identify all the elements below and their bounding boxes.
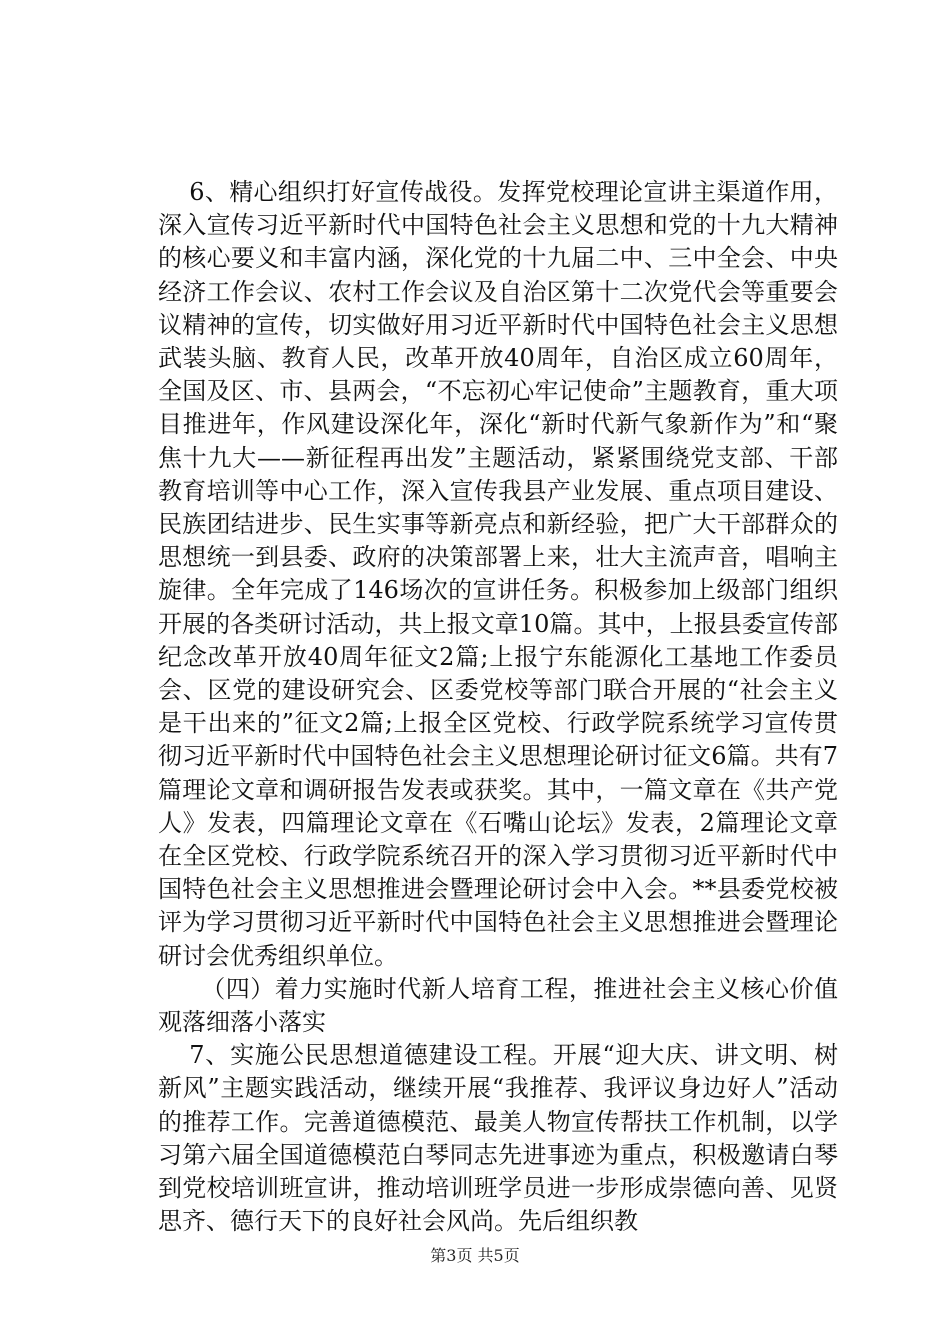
paragraph-moral-construction: 7、实施公民思想道德建设工程。开展“迎大庆、讲文明、树新风”主题实践活动，继续开展“我推荐、我评议身边好人”活动的推荐工作。完善道德模范、最美人物宣传帮扶工作机制，以学习第六届全国道德模范白琴同志先进事迹为重点，积极邀请白琴到党校培训班宣讲，推动培训班学员进一步形成崇德向善、见贤思齐、德行天下的良好社会风尚。先后组织教: [158, 1041, 838, 1236]
page-footer: 第3页 共5页: [430, 1246, 520, 1265]
paragraph-propaganda-campaign: 6、精心组织打好宣传战役。发挥党校理论宣讲主渠道作用，深入宣传习近平新时代中国特色社会主义思想和党的十九大精神的核心要义和丰富内涵，深化党的十九届二中、三中全会、中央经济工作会议、农村工作会议及自治区第十二次党代会等重要会议精神的宣传，切实做好用习近平新时代中国特色社会主义思想武装头脑、教育人民，改革开放40周年，自治区成立60周年，全国及区、市、县两会，“不忘初心牢记使命”主题教育，重大项目推进年，作风建设深化年，深化“新时代新气象新作为”和“聚焦十九大——新征程再出发”主题活动，紧紧围绕党支部、干部教育培训等中心工作，深入宣传我县产业发展、重点项目建设、民族团结进步、民生实事等新亮点和新经验，把广大干部群众的思想统一到县委、政府的决策部署上来，壮大主流声音，唱响主旋律。全年完成了146场次的宣讲任务。积极参加上级部门组织开展的各类研讨活动，共上报文章10篇。其中，上报县委宣传部纪念改革开放40周年征文2篇;上报宁东能源化工基地工作委员会、区党的建设研究会、区委党校等部门联合开展的“社会主义是干出来的”征文2篇;上报全区党校、行政学院系统学习宣传贯彻习近平新时代中国特色社会主义思想理论研讨征文6篇。共有7篇理论文章和调研报告发表或获奖。其中，一篇文章在《共产党人》发表，四篇理论文章在《石嘴山论坛》发表，2篇理论文章在全区党校、行政学院系统召开的深入学习贯彻习近平新时代中国特色社会主义思想推进会暨理论研讨会中入会。**县委党校被评为学习贯彻习近平新时代中国特色社会主义思想推进会暨理论研讨会优秀组织单位。: [158, 178, 838, 970]
section-heading-four: （四）着力实施时代新人培育工程，推进社会主义核心价值观落细落小落实: [158, 974, 838, 1037]
document-body: [158, 176, 838, 1239]
